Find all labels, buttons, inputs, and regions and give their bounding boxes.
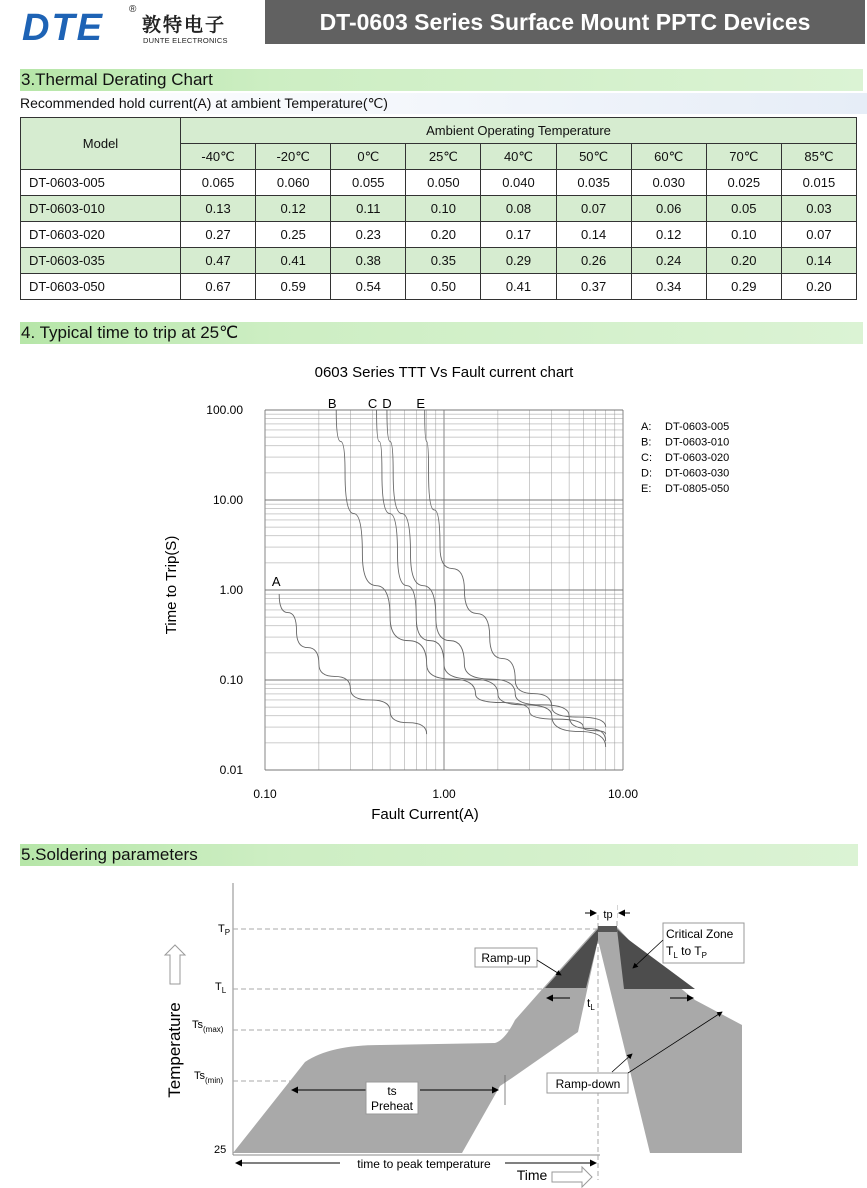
section4-title: 4. Typical time to trip at 25℃: [20, 322, 863, 344]
value-cell: 0.07: [781, 222, 856, 248]
registered-mark: ®: [129, 4, 137, 15]
y-tick-label: 10.00: [212, 493, 243, 507]
value-cell: 0.29: [706, 274, 781, 300]
value-cell: 0.055: [331, 170, 406, 196]
value-cell: 0.59: [256, 274, 331, 300]
chart-title: 0603 Series TTT Vs Fault current chart: [314, 364, 574, 381]
value-cell: 0.47: [181, 248, 256, 274]
table-row: [21, 248, 857, 274]
value-cell: 0.12: [631, 222, 706, 248]
series-line-D: [387, 410, 606, 741]
temperature-up-arrow-icon: [165, 945, 185, 984]
series-label-A: A: [271, 574, 281, 590]
tl-time-label: $t_L$: [587, 996, 595, 1012]
tsmin-label: $Ts_{(min)}$: [194, 1070, 224, 1085]
y-tick-label: 0.10: [219, 673, 243, 687]
temperature-column-header: -20℃: [256, 144, 331, 170]
ttt-chart: [0, 350, 867, 830]
chart-ticks: [206, 403, 638, 801]
series-label-E: E: [416, 396, 426, 411]
value-cell: 0.060: [256, 170, 331, 196]
section3-title: 3.Thermal Derating Chart: [20, 69, 863, 91]
value-cell: 0.41: [481, 274, 556, 300]
section3-subtitle: Recommended hold current(A) at ambient Temperature(℃): [20, 93, 867, 114]
value-cell: 0.20: [406, 222, 481, 248]
legend-label: DT-0805-050: [665, 483, 730, 495]
y-axis-label: Time to Trip(S): [163, 535, 180, 635]
legend-key: B:: [641, 436, 652, 449]
time-right-arrow-icon: [552, 1167, 592, 1187]
legend-label: DT-0603-030: [665, 467, 730, 480]
value-cell: 0.035: [556, 170, 631, 196]
thermal-derating-table: [20, 117, 857, 300]
value-cell: 0.14: [781, 248, 856, 274]
series-label-C: C: [367, 396, 378, 411]
ts-label: ts: [387, 1084, 397, 1098]
series-label-D: D: [382, 396, 392, 411]
x-tick-label: 1.00: [432, 787, 456, 801]
value-cell: 0.10: [406, 196, 481, 222]
ramp-up-label: Ramp-up: [481, 951, 531, 965]
model-cell: DT-0603-035: [21, 248, 181, 274]
value-cell: 0.20: [781, 274, 856, 300]
tp-label: $T_P$: [218, 923, 231, 937]
tsmax-label: $Ts_{(max)}$: [192, 1019, 224, 1034]
x-tick-label: 10.00: [607, 787, 639, 801]
value-cell: 0.20: [706, 248, 781, 274]
value-cell: 0.34: [631, 274, 706, 300]
company-name-cn: 敦特电子: [142, 14, 227, 36]
company-name-en: DUNTE ELECTRONICS: [143, 36, 228, 45]
temperature-column-header: 85℃: [781, 144, 856, 170]
value-cell: 0.27: [181, 222, 256, 248]
temperature-column-header: 40℃: [481, 144, 556, 170]
model-cell: DT-0603-005: [21, 170, 181, 196]
ramp-down-label: Ramp-down: [555, 1077, 621, 1091]
value-cell: 0.08: [481, 196, 556, 222]
chart-legend: [641, 421, 729, 495]
table-row: [21, 274, 857, 300]
value-cell: 0.015: [781, 170, 856, 196]
value-cell: 0.38: [331, 248, 406, 274]
value-cell: 0.26: [556, 248, 631, 274]
legend-label: DT-0603-010: [665, 436, 730, 449]
document-title: DT-0603 Series Surface Mount PPTC Devices: [265, 0, 865, 44]
value-cell: 0.17: [481, 222, 556, 248]
value-cell: 0.67: [181, 274, 256, 300]
value-cell: 0.12: [256, 196, 331, 222]
series-line-C: [377, 410, 606, 747]
value-cell: 0.14: [556, 222, 631, 248]
value-cell: 0.050: [406, 170, 481, 196]
preheat-label: Preheat: [370, 1099, 414, 1113]
critical-zone-range: $T_L$ to $T_P$: [666, 944, 707, 960]
legend-key: D:: [641, 467, 652, 480]
value-cell: 0.025: [706, 170, 781, 196]
value-cell: 0.05: [706, 196, 781, 222]
x-axis-label: Fault Current(A): [371, 806, 479, 823]
value-cell: 0.35: [406, 248, 481, 274]
y-tick-label: 100.00: [206, 403, 243, 417]
value-cell: 0.065: [181, 170, 256, 196]
value-cell: 0.54: [331, 274, 406, 300]
legend-key: A:: [641, 421, 652, 433]
temperature-column-header: 70℃: [706, 144, 781, 170]
model-cell: DT-0603-020: [21, 222, 181, 248]
value-cell: 0.040: [481, 170, 556, 196]
critical-zone-title: Critical Zone: [666, 927, 734, 941]
profile-x-label: Time: [516, 1167, 548, 1183]
time-to-peak-label: time to peak temperature: [357, 1157, 491, 1171]
tl-label: $T_L$: [215, 981, 227, 995]
value-cell: 0.24: [631, 248, 706, 274]
section5-title: 5.Soldering parameters: [20, 844, 858, 866]
tp-time-label: tp: [603, 909, 613, 921]
legend-key: C:: [641, 452, 652, 464]
profile-y-label: Temperature: [165, 1002, 184, 1098]
value-cell: 0.06: [631, 196, 706, 222]
value-cell: 0.03: [781, 196, 856, 222]
temperature-column-header: -40℃: [181, 144, 256, 170]
series-line-E: [425, 410, 606, 727]
series-line-B: [336, 410, 605, 734]
value-cell: 0.23: [331, 222, 406, 248]
soldering-profile: [0, 868, 867, 1188]
chart-series: [272, 396, 606, 747]
value-cell: 0.50: [406, 274, 481, 300]
table-row: [21, 196, 857, 222]
y-tick-label: 1.00: [219, 583, 243, 597]
dte-logo: [22, 8, 130, 44]
table-row: [21, 170, 857, 196]
value-cell: 0.10: [706, 222, 781, 248]
model-cell: DT-0603-010: [21, 196, 181, 222]
value-cell: 0.25: [256, 222, 331, 248]
table-row: [21, 222, 857, 248]
value-cell: 0.07: [556, 196, 631, 222]
value-cell: 0.030: [631, 170, 706, 196]
series-label-B: B: [327, 396, 337, 411]
value-cell: 0.41: [256, 248, 331, 274]
y-tick-label: 0.01: [219, 763, 243, 777]
temperature-group-header: Ambient Operating Temperature: [181, 118, 857, 144]
model-cell: DT-0603-050: [21, 274, 181, 300]
x-tick-label: 0.10: [253, 787, 277, 801]
temperature-column-header: 50℃: [556, 144, 631, 170]
legend-label: DT-0603-005: [665, 421, 730, 433]
temperature-column-header: 25℃: [406, 144, 481, 170]
model-column-header: Model: [21, 118, 181, 170]
value-cell: 0.11: [331, 196, 406, 222]
legend-key: E:: [641, 483, 652, 495]
legend-label: DT-0603-020: [665, 452, 730, 464]
value-cell: 0.29: [481, 248, 556, 274]
value-cell: 0.37: [556, 274, 631, 300]
value-cell: 0.13: [181, 196, 256, 222]
t25-label: 25: [214, 1144, 227, 1156]
temperature-column-header: 60℃: [631, 144, 706, 170]
temperature-column-header: 0℃: [331, 144, 406, 170]
logo-text: DTE: [22, 8, 104, 44]
